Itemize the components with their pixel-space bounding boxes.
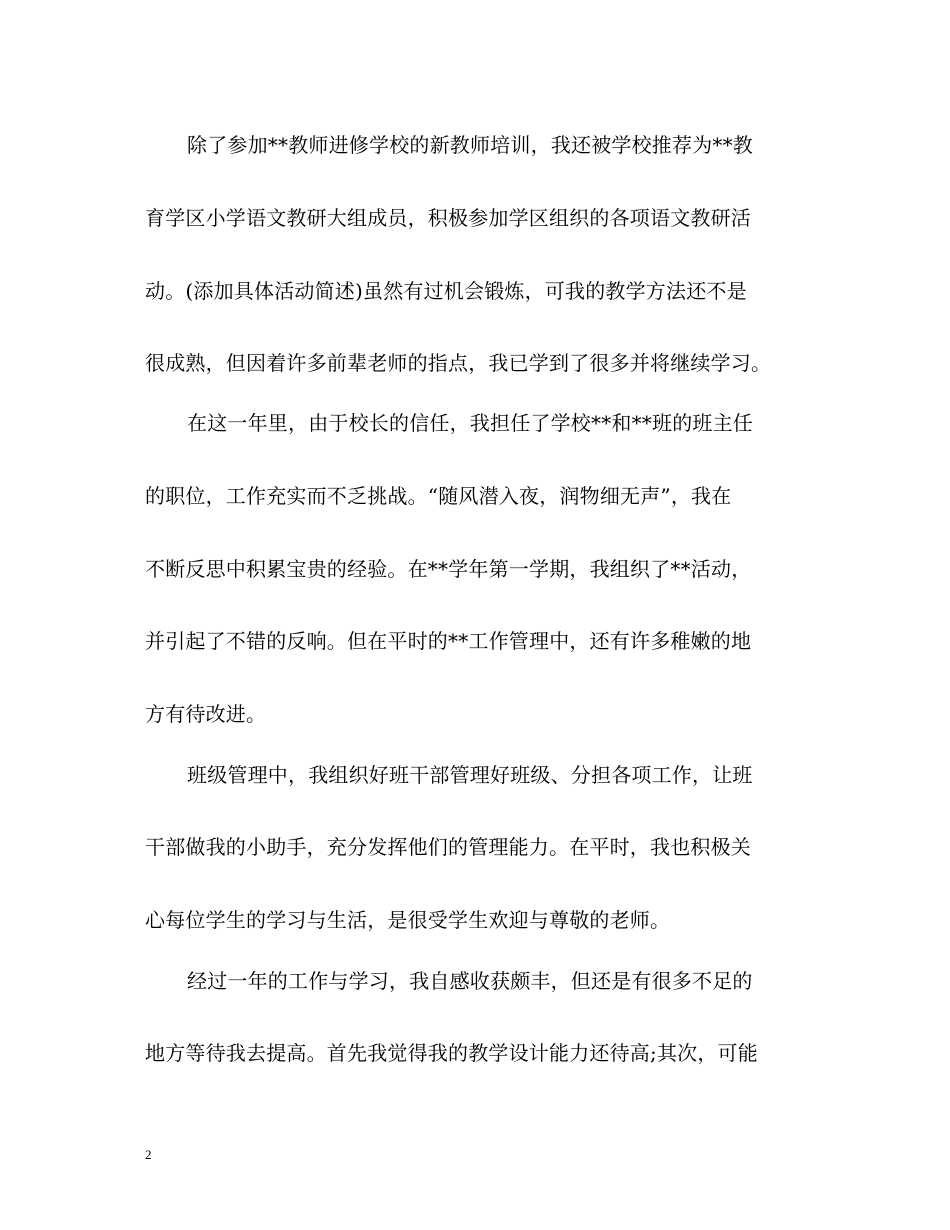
paragraph-2-line-1: 在这一年里，由于校长的信任，我担任了学校**和**班的班主任: [187, 411, 753, 435]
paragraph-3-line-1: 班级管理中，我组织好班干部管理好班级、分担各项工作，让班: [187, 763, 753, 787]
paragraph-2-line-4: 并引起了不错的反响。但在平时的**工作管理中，还有许多稚嫩的地: [145, 629, 752, 653]
paragraph-1-line-1: 除了参加**教师进修学校的新教师培训，我还被学校推荐为**教: [187, 133, 753, 157]
paragraph-2-line-3: 不断反思中积累宝贵的经验。在**学年第一学期，我组织了**活动，: [145, 557, 752, 581]
paragraph-2-line-5: 方有待改进。: [145, 702, 267, 726]
paragraph-4-line-2: 地方等待我去提高。首先我觉得我的教学设计能力还待高;其次，可能: [145, 1041, 758, 1065]
paragraph-1-line-3: 动。(添加具体活动简述)虽然有过机会锻炼，可我的教学方法还不是: [145, 279, 747, 303]
paragraph-1-line-2: 育学区小学语文教研大组成员，积极参加学区组织的各项语文教研活: [145, 206, 751, 230]
paragraph-4-line-1: 经过一年的工作与学习，我自感收获颇丰，但还是有很多不足的: [187, 969, 753, 993]
paragraph-3-line-2: 干部做我的小助手，充分发挥他们的管理能力。在平时，我也积极关: [145, 835, 751, 859]
paragraph-1-line-4: 很成熟，但因着许多前辈老师的指点，我已学到了很多并将继续学习。: [145, 351, 772, 375]
page-number: 2: [145, 1147, 152, 1162]
paragraph-3-line-3: 心每位学生的学习与生活，是很受学生欢迎与尊敬的老师。: [145, 908, 671, 932]
paragraph-2-line-2: 的职位，工作充实而不乏挑战。“随风潜入夜，润物细无声”，我在: [145, 484, 732, 508]
